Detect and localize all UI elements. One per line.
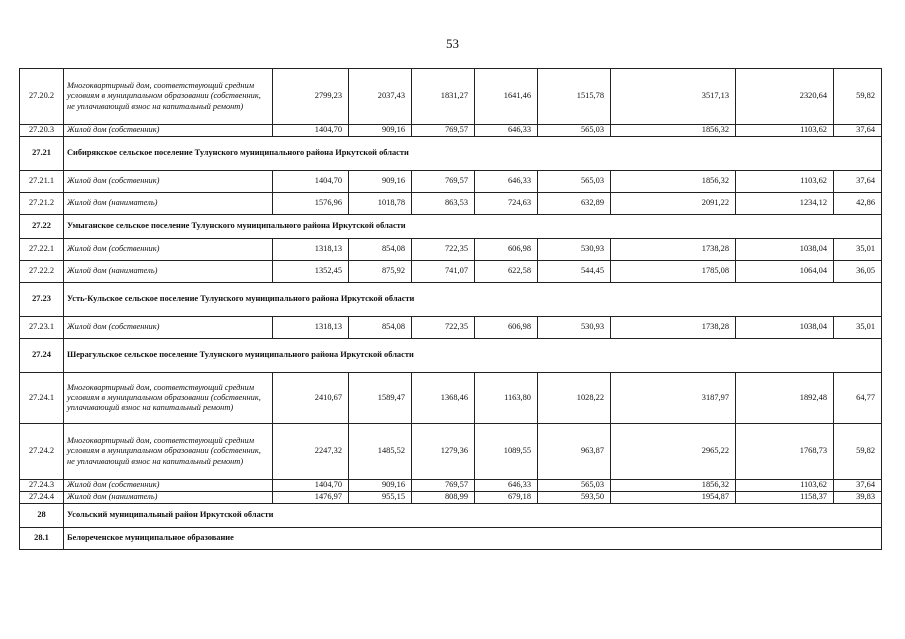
value-cell: 646,33	[475, 480, 538, 492]
value-cell: 1318,13	[273, 239, 349, 261]
value-cell: 1738,28	[611, 239, 736, 261]
value-cell: 565,03	[538, 125, 611, 137]
value-cell: 646,33	[475, 171, 538, 193]
value-cell: 646,33	[475, 125, 538, 137]
row-code: 27.21	[20, 137, 64, 171]
value-cell: 1856,32	[611, 480, 736, 492]
row-code: 27.23	[20, 283, 64, 317]
row-description: Многоквартирный дом, соответствующий средним условиям в муниципальном образовании (собственник, не уплачивающий взнос на капитальный ремонт)	[64, 424, 273, 480]
value-cell: 606,98	[475, 317, 538, 339]
value-cell: 769,57	[412, 125, 475, 137]
value-cell: 1352,45	[273, 261, 349, 283]
value-cell: 2799,23	[273, 69, 349, 125]
value-cell: 37,64	[834, 480, 882, 492]
value-cell: 36,05	[834, 261, 882, 283]
row-code: 28	[20, 504, 64, 528]
value-cell: 741,07	[412, 261, 475, 283]
section-row	[20, 283, 882, 317]
value-cell: 42,86	[834, 193, 882, 215]
row-code: 27.22.1	[20, 239, 64, 261]
table-row	[20, 69, 882, 125]
value-cell: 679,18	[475, 492, 538, 504]
section-title: Умыганское сельское поселение Тулунского муниципального района Иркутской области	[64, 215, 882, 239]
value-cell: 565,03	[538, 480, 611, 492]
row-code: 27.22.2	[20, 261, 64, 283]
value-cell: 1785,08	[611, 261, 736, 283]
value-cell: 863,53	[412, 193, 475, 215]
value-cell: 3517,13	[611, 69, 736, 125]
row-code: 27.24.1	[20, 373, 64, 424]
value-cell: 565,03	[538, 171, 611, 193]
table-row	[20, 424, 882, 480]
value-cell: 39,83	[834, 492, 882, 504]
row-code: 27.20.3	[20, 125, 64, 137]
value-cell: 530,93	[538, 317, 611, 339]
value-cell: 1404,70	[273, 480, 349, 492]
value-cell: 1234,12	[736, 193, 834, 215]
value-cell: 909,16	[349, 125, 412, 137]
value-cell: 1485,52	[349, 424, 412, 480]
row-code: 27.23.1	[20, 317, 64, 339]
value-cell: 1064,04	[736, 261, 834, 283]
value-cell: 1856,32	[611, 125, 736, 137]
value-cell: 722,35	[412, 317, 475, 339]
value-cell: 1404,70	[273, 125, 349, 137]
table-row	[20, 239, 882, 261]
value-cell: 909,16	[349, 480, 412, 492]
row-description: Жилой дом (наниматель)	[64, 193, 273, 215]
value-cell: 2320,64	[736, 69, 834, 125]
value-cell: 37,64	[834, 125, 882, 137]
value-cell: 544,45	[538, 261, 611, 283]
value-cell: 769,57	[412, 480, 475, 492]
value-cell: 1892,48	[736, 373, 834, 424]
value-cell: 1368,46	[412, 373, 475, 424]
value-cell: 3187,97	[611, 373, 736, 424]
section-row	[20, 339, 882, 373]
value-cell: 722,35	[412, 239, 475, 261]
value-cell: 1103,62	[736, 125, 834, 137]
value-cell: 1476,97	[273, 492, 349, 504]
value-cell: 909,16	[349, 171, 412, 193]
page-number: 53	[446, 36, 459, 51]
value-cell: 854,08	[349, 317, 412, 339]
value-cell: 64,77	[834, 373, 882, 424]
section-title: Белореченское муниципальное образование	[64, 528, 882, 550]
row-code: 27.24.4	[20, 492, 64, 504]
row-description: Многоквартирный дом, соответствующий средним условиям в муниципальном образовании (собственник, уплачивающий взнос на капитальный ремонт)	[64, 373, 273, 424]
value-cell: 2091,22	[611, 193, 736, 215]
value-cell: 724,63	[475, 193, 538, 215]
section-title: Сибирякское сельское поселение Тулунского муниципального района Иркутской области	[64, 137, 882, 171]
value-cell: 1279,36	[412, 424, 475, 480]
value-cell: 593,50	[538, 492, 611, 504]
row-code: 27.24.3	[20, 480, 64, 492]
row-description: Многоквартирный дом, соответствующий средним условиям в муниципальном образовании (собственник, не уплачивающий взнос на капитальный ремонт)	[64, 69, 273, 125]
value-cell: 1738,28	[611, 317, 736, 339]
row-code: 27.24.2	[20, 424, 64, 480]
value-cell: 854,08	[349, 239, 412, 261]
table-body	[20, 69, 882, 550]
value-cell: 35,01	[834, 239, 882, 261]
value-cell: 1318,13	[273, 317, 349, 339]
row-code: 27.24	[20, 339, 64, 373]
row-description: Жилой дом (собственник)	[64, 239, 273, 261]
value-cell: 963,87	[538, 424, 611, 480]
row-code: 27.20.2	[20, 69, 64, 125]
value-cell: 59,82	[834, 424, 882, 480]
row-code: 27.22	[20, 215, 64, 239]
value-cell: 1954,87	[611, 492, 736, 504]
section-title: Усть-Кульское сельское поселение Тулунского муниципального района Иркутской области	[64, 283, 882, 317]
value-cell: 1856,32	[611, 171, 736, 193]
row-description: Жилой дом (собственник)	[64, 317, 273, 339]
table-row	[20, 317, 882, 339]
value-cell: 35,01	[834, 317, 882, 339]
section-row	[20, 504, 882, 528]
value-cell: 1831,27	[412, 69, 475, 125]
row-description: Жилой дом (наниматель)	[64, 261, 273, 283]
value-cell: 1038,04	[736, 239, 834, 261]
tariff-table	[19, 68, 882, 550]
section-row	[20, 528, 882, 550]
value-cell: 1163,80	[475, 373, 538, 424]
section-row	[20, 215, 882, 239]
row-description: Жилой дом (собственник)	[64, 125, 273, 137]
value-cell: 1404,70	[273, 171, 349, 193]
value-cell: 1768,73	[736, 424, 834, 480]
table-row	[20, 373, 882, 424]
value-cell: 1515,78	[538, 69, 611, 125]
value-cell: 1028,22	[538, 373, 611, 424]
value-cell: 1641,46	[475, 69, 538, 125]
value-cell: 2965,22	[611, 424, 736, 480]
section-row	[20, 137, 882, 171]
table-row	[20, 125, 882, 137]
value-cell: 1038,04	[736, 317, 834, 339]
value-cell: 2037,43	[349, 69, 412, 125]
table-row	[20, 193, 882, 215]
value-cell: 1103,62	[736, 480, 834, 492]
value-cell: 875,92	[349, 261, 412, 283]
value-cell: 1089,55	[475, 424, 538, 480]
row-description: Жилой дом (собственник)	[64, 480, 273, 492]
section-title: Шерагульское сельское поселение Тулунского муниципального района Иркутской области	[64, 339, 882, 373]
value-cell: 1103,62	[736, 171, 834, 193]
table-row	[20, 171, 882, 193]
value-cell: 1158,37	[736, 492, 834, 504]
table-row	[20, 261, 882, 283]
value-cell: 530,93	[538, 239, 611, 261]
value-cell: 2410,67	[273, 373, 349, 424]
value-cell: 37,64	[834, 171, 882, 193]
value-cell: 808,99	[412, 492, 475, 504]
value-cell: 606,98	[475, 239, 538, 261]
value-cell: 622,58	[475, 261, 538, 283]
value-cell: 59,82	[834, 69, 882, 125]
table-row	[20, 480, 882, 492]
row-code: 27.21.1	[20, 171, 64, 193]
value-cell: 955,15	[349, 492, 412, 504]
value-cell: 2247,32	[273, 424, 349, 480]
value-cell: 1576,96	[273, 193, 349, 215]
row-description: Жилой дом (собственник)	[64, 171, 273, 193]
row-description: Жилой дом (наниматель)	[64, 492, 273, 504]
section-title: Усольский муниципальный район Иркутской области	[64, 504, 882, 528]
table-row	[20, 492, 882, 504]
value-cell: 632,89	[538, 193, 611, 215]
value-cell: 1589,47	[349, 373, 412, 424]
value-cell: 769,57	[412, 171, 475, 193]
row-code: 28.1	[20, 528, 64, 550]
value-cell: 1018,78	[349, 193, 412, 215]
row-code: 27.21.2	[20, 193, 64, 215]
